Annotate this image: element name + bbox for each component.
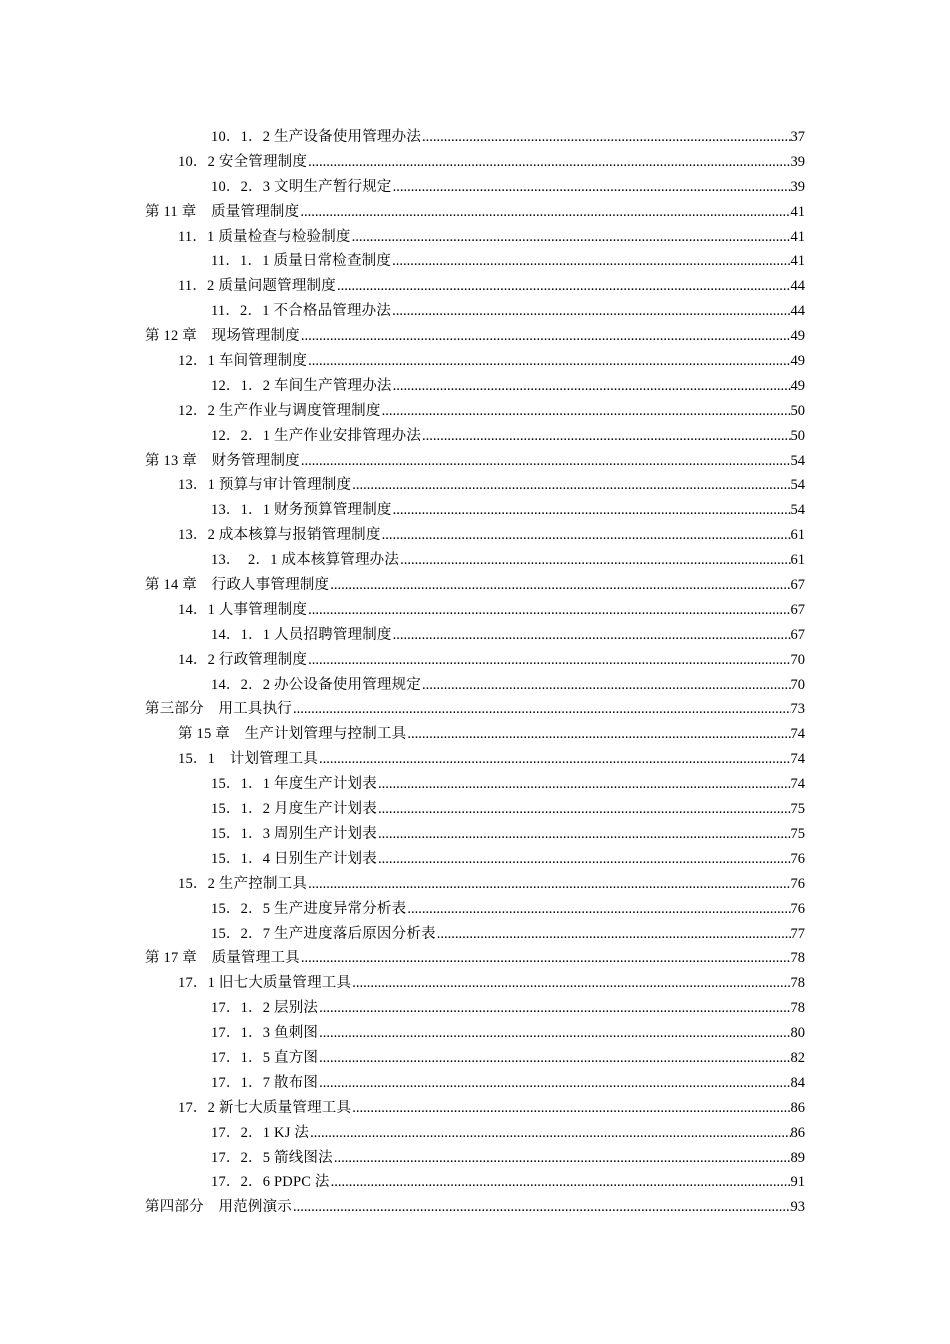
toc-entry-line[interactable]: [178, 523, 805, 548]
toc-entry-page: 78: [790, 975, 805, 992]
toc-leader-dots: [381, 399, 791, 424]
toc-entry-label: 11．1．1 质量日常检查制度: [211, 253, 392, 270]
toc-entry-line[interactable]: [145, 1195, 805, 1220]
toc-entry-page: 41: [790, 253, 805, 270]
toc-leader-dots: [351, 971, 790, 996]
toc-entry[interactable]: [0, 673, 950, 698]
toc-entry-label: 17．1．2 层别法: [211, 1000, 319, 1017]
toc-entry-line[interactable]: [211, 498, 805, 523]
toc-entry-label: 17．2．1 KJ 法: [211, 1124, 310, 1141]
toc-entry[interactable]: [0, 946, 950, 971]
toc-entry[interactable]: [0, 1071, 950, 1096]
toc-entry-line[interactable]: [145, 946, 805, 971]
toc-entry[interactable]: [0, 573, 950, 598]
toc-entry[interactable]: [0, 747, 950, 772]
toc-entry-label: 14．1 人事管理制度: [178, 601, 308, 618]
toc-entry-label: 15．1．4 日别生产计划表: [211, 850, 377, 867]
toc-entry[interactable]: [0, 125, 950, 150]
toc-entry-page: 61: [790, 527, 805, 544]
toc-leader-dots: [336, 274, 791, 299]
toc-entry-page: 93: [790, 1199, 805, 1216]
toc-entry-page: 67: [790, 601, 805, 618]
toc-entry[interactable]: [0, 996, 950, 1021]
toc-leader-dots: [351, 1096, 790, 1121]
toc-entry-line[interactable]: [211, 673, 805, 698]
toc-entry[interactable]: [0, 623, 950, 648]
toc-entry-label: 15．1．1 年度生产计划表: [211, 776, 377, 793]
toc-entry-label: 15．2．5 生产进度异常分析表: [211, 900, 407, 917]
toc-entry-label: 15．1．2 月度生产计划表: [211, 801, 377, 818]
toc-leader-dots: [318, 996, 790, 1021]
toc-leader-dots: [377, 797, 791, 822]
toc-leader-dots: [300, 324, 791, 349]
toc-entry[interactable]: [0, 249, 950, 274]
toc-entry-page: 77: [790, 925, 805, 942]
toc-leader-dots: [307, 349, 790, 374]
toc-entry-line[interactable]: [178, 648, 805, 673]
toc-entry[interactable]: [0, 822, 950, 847]
toc-entry-label: 17．1．5 直方图: [211, 1049, 319, 1066]
toc-entry-label: 11．2 质量问题管理制度: [178, 278, 336, 295]
toc-entry-line[interactable]: [211, 424, 805, 449]
toc-entry-label: 第三部分 用工具执行: [145, 701, 292, 718]
toc-entry[interactable]: [0, 772, 950, 797]
toc-entry-line[interactable]: [178, 399, 805, 424]
toc-entry-label: 第 11 章 质量管理制度: [145, 203, 300, 220]
toc-entry[interactable]: [0, 374, 950, 399]
toc-leader-dots: [436, 922, 791, 947]
toc-leader-dots: [421, 125, 790, 150]
toc-entry[interactable]: [0, 797, 950, 822]
toc-leader-dots: [309, 1121, 790, 1146]
toc-entry-label: 10．2 安全管理制度: [178, 153, 308, 170]
toc-entry-page: 39: [790, 153, 805, 170]
toc-entry-line[interactable]: [211, 1146, 805, 1171]
toc-entry-line[interactable]: [211, 772, 805, 797]
toc-entry-page: 37: [790, 129, 805, 145]
toc-leader-dots: [391, 249, 790, 274]
toc-leader-dots: [300, 449, 791, 474]
toc-entry-line[interactable]: [211, 623, 805, 648]
toc-leader-dots: [406, 897, 790, 922]
toc-entry-line[interactable]: [145, 200, 805, 225]
toc-leader-dots: [392, 175, 791, 200]
toc-entry[interactable]: [0, 1170, 950, 1195]
toc-leader-dots: [330, 1170, 791, 1195]
toc-entry-line[interactable]: [145, 697, 805, 722]
toc-entry[interactable]: [0, 897, 950, 922]
toc-entry[interactable]: [0, 299, 950, 324]
toc-entry-label: 12．2 生产作业与调度管理制度: [178, 402, 381, 419]
toc-entry-page: 75: [790, 825, 805, 842]
toc-entry-page: 75: [790, 801, 805, 818]
toc-entry-line[interactable]: [211, 1071, 805, 1096]
toc-entry-label: 第四部分 用范例演示: [145, 1199, 292, 1216]
toc-entry-line[interactable]: [178, 872, 805, 897]
toc-entry-label: 12．1 车间管理制度: [178, 353, 308, 370]
toc-leader-dots: [307, 150, 790, 175]
toc-leader-dots: [307, 648, 790, 673]
toc-entry[interactable]: [0, 1046, 950, 1071]
toc-entry-line[interactable]: [211, 374, 805, 399]
toc-entry-label: 17．2．5 箭线图法: [211, 1149, 333, 1166]
toc-entry-page: 91: [790, 1174, 805, 1191]
toc-entry-page: 78: [790, 950, 805, 967]
toc-entry-line[interactable]: [211, 1170, 805, 1195]
toc-entry-line[interactable]: [145, 573, 805, 598]
toc-leader-dots: [391, 299, 790, 324]
toc-entry[interactable]: [0, 324, 950, 349]
toc-entry-label: 第 15 章 生产计划管理与控制工具: [178, 726, 407, 743]
toc-leader-dots: [318, 1046, 790, 1071]
toc-leader-dots: [392, 623, 791, 648]
toc-entry-page: 73: [790, 701, 805, 718]
toc-leader-dots: [421, 424, 790, 449]
toc-entry-line[interactable]: [178, 274, 805, 299]
toc-entry[interactable]: [0, 523, 950, 548]
toc-entry-line[interactable]: [178, 747, 805, 772]
toc-leader-dots: [351, 225, 791, 250]
toc-leader-dots: [307, 872, 790, 897]
toc-entry[interactable]: [0, 722, 950, 747]
toc-leader-dots: [318, 747, 791, 772]
toc-entry-page: 86: [790, 1099, 805, 1116]
toc-leader-dots: [292, 1195, 791, 1220]
toc-entry[interactable]: [0, 548, 950, 573]
toc-entry[interactable]: [0, 872, 950, 897]
toc-entry-line[interactable]: [178, 1096, 805, 1121]
toc-entry-page: 80: [790, 1025, 805, 1042]
toc-entry-line[interactable]: [211, 548, 805, 573]
toc-entry-label: 第 13 章 财务管理制度: [145, 452, 300, 469]
toc-entry-label: 11．1 质量检查与检验制度: [178, 228, 351, 245]
toc-entry-page: 67: [790, 626, 805, 643]
toc-entry[interactable]: [0, 150, 950, 175]
toc-entry-line[interactable]: [178, 225, 805, 250]
toc-entry-page: 49: [790, 377, 805, 394]
toc-entry-page: 54: [790, 502, 805, 519]
toc-entry-label: 13． 2．1 成本核算管理办法: [211, 552, 400, 569]
toc-entry[interactable]: [0, 971, 950, 996]
toc-entry-line[interactable]: [211, 897, 805, 922]
toc-leader-dots: [381, 523, 791, 548]
toc-entry-label: 14．1．1 人员招聘管理制度: [211, 626, 392, 643]
toc-entry-label: 第 17 章 质量管理工具: [145, 950, 300, 967]
toc-entry[interactable]: [0, 175, 950, 200]
toc-entry-line[interactable]: [211, 1021, 805, 1046]
toc-entry-label: 13．1 预算与审计管理制度: [178, 477, 352, 494]
toc-leader-dots: [307, 598, 790, 623]
toc-leader-dots: [392, 374, 791, 399]
toc-entry-page: 70: [790, 651, 805, 668]
toc-entry-page: 84: [790, 1074, 805, 1091]
toc-entry[interactable]: [0, 922, 950, 947]
toc-entry-page: 89: [790, 1149, 805, 1166]
toc-entry-page: 44: [790, 303, 805, 320]
toc-entry[interactable]: [0, 424, 950, 449]
toc-entry-line[interactable]: [211, 797, 805, 822]
toc-entry-page: 49: [790, 328, 805, 345]
toc-entry-page: 50: [790, 402, 805, 419]
toc-entry[interactable]: [0, 200, 950, 225]
toc-entry-page: 50: [790, 427, 805, 444]
toc-entry-label: 10．2．3 文明生产暂行规定: [211, 178, 392, 195]
toc-leader-dots: [351, 473, 790, 498]
toc-entry-line[interactable]: [211, 249, 805, 274]
toc-entry-label: 15．1．3 周别生产计划表: [211, 825, 377, 842]
toc-entry-page: 70: [790, 676, 805, 693]
toc-entry[interactable]: [0, 1195, 950, 1220]
toc-entry[interactable]: [0, 1021, 950, 1046]
toc-leader-dots: [318, 1071, 790, 1096]
toc-entry-page: 86: [790, 1124, 805, 1141]
toc-entry-page: 76: [790, 850, 805, 867]
toc-entry-line[interactable]: [178, 598, 805, 623]
toc-entry-page: 54: [790, 477, 805, 494]
table-of-contents: [0, 125, 950, 1220]
toc-entry-page: 74: [790, 751, 805, 768]
toc-entry-line[interactable]: [211, 299, 805, 324]
toc-entry-page: 41: [790, 228, 805, 245]
toc-entry-page: 82: [790, 1049, 805, 1066]
toc-entry[interactable]: [0, 473, 950, 498]
toc-leader-dots: [421, 673, 790, 698]
toc-leader-dots: [377, 772, 791, 797]
toc-entry-label: 17．2．6 PDPC 法: [211, 1174, 330, 1191]
toc-entry-page: 67: [790, 577, 805, 594]
toc-entry-label: 15．2 生产控制工具: [178, 875, 308, 892]
toc-leader-dots: [406, 722, 790, 747]
toc-entry-page: 61: [790, 552, 805, 569]
toc-entry-label: 第 14 章 行政人事管理制度: [145, 577, 330, 594]
toc-entry-line[interactable]: [145, 324, 805, 349]
toc-entry[interactable]: [0, 399, 950, 424]
toc-entry-label: 15．1 计划管理工具: [178, 751, 318, 768]
toc-entry-label: 14．2 行政管理制度: [178, 651, 308, 668]
toc-entry-label: 12．2．1 生产作业安排管理办法: [211, 427, 422, 444]
toc-entry-page: 49: [790, 353, 805, 370]
toc-entry-line[interactable]: [211, 822, 805, 847]
toc-entry-line[interactable]: [211, 1121, 805, 1146]
toc-entry-page: 74: [790, 776, 805, 793]
toc-entry-label: 17．1．7 散布图: [211, 1074, 319, 1091]
toc-leader-dots: [333, 1146, 791, 1171]
toc-entry-page: 44: [790, 278, 805, 295]
toc-entry-label: 12．1．2 车间生产管理办法: [211, 377, 392, 394]
toc-leader-dots: [377, 822, 791, 847]
toc-entry-line[interactable]: [211, 996, 805, 1021]
toc-entry-line[interactable]: [211, 922, 805, 947]
toc-list: [0, 125, 950, 1220]
toc-entry-page: 74: [790, 726, 805, 743]
toc-entry[interactable]: [0, 449, 950, 474]
toc-entry-label: 13．2 成本核算与报销管理制度: [178, 527, 381, 544]
toc-entry-page: 78: [790, 1000, 805, 1017]
toc-entry-line[interactable]: [178, 971, 805, 996]
toc-entry-page: 39: [790, 178, 805, 195]
toc-entry-label: 14．2．2 办公设备使用管理规定: [211, 676, 422, 693]
toc-entry-label: 10．1．2 生产设备使用管理办法: [211, 129, 422, 145]
toc-leader-dots: [292, 697, 791, 722]
toc-entry-label: 17．1．3 鱼刺图: [211, 1025, 319, 1042]
toc-entry[interactable]: [0, 1096, 950, 1121]
toc-entry-line[interactable]: [178, 349, 805, 374]
toc-entry-label: 11．2．1 不合格品管理办法: [211, 303, 392, 320]
toc-entry[interactable]: [0, 697, 950, 722]
toc-leader-dots: [299, 200, 790, 225]
toc-entry[interactable]: [0, 598, 950, 623]
toc-entry[interactable]: [0, 1121, 950, 1146]
toc-entry[interactable]: [0, 648, 950, 673]
toc-leader-dots: [392, 498, 791, 523]
toc-entry-line[interactable]: [178, 150, 805, 175]
toc-entry-label: 13．1．1 财务预算管理制度: [211, 502, 392, 519]
toc-entry[interactable]: [0, 274, 950, 299]
toc-entry-line[interactable]: [211, 175, 805, 200]
toc-entry[interactable]: [0, 1146, 950, 1171]
toc-leader-dots: [377, 847, 791, 872]
toc-entry[interactable]: [0, 349, 950, 374]
toc-entry-line[interactable]: [211, 125, 805, 150]
toc-leader-dots: [318, 1021, 790, 1046]
toc-entry-line[interactable]: [211, 847, 805, 872]
toc-entry[interactable]: [0, 225, 950, 250]
toc-entry-label: 15．2．7 生产进度落后原因分析表: [211, 925, 436, 942]
toc-entry-label: 17．2 新七大质量管理工具: [178, 1099, 352, 1116]
toc-entry-page: 76: [790, 875, 805, 892]
toc-entry-line[interactable]: [211, 1046, 805, 1071]
toc-entry[interactable]: [0, 847, 950, 872]
toc-entry[interactable]: [0, 498, 950, 523]
toc-entry-line[interactable]: [178, 722, 805, 747]
toc-entry-line[interactable]: [178, 473, 805, 498]
toc-leader-dots: [329, 573, 790, 598]
toc-entry-page: 41: [790, 203, 805, 220]
toc-entry-label: 第 12 章 现场管理制度: [145, 328, 300, 345]
toc-entry-page: 76: [790, 900, 805, 917]
toc-leader-dots: [399, 548, 790, 573]
toc-entry-line[interactable]: [145, 449, 805, 474]
toc-entry-label: 17．1 旧七大质量管理工具: [178, 975, 352, 992]
toc-leader-dots: [300, 946, 791, 971]
toc-entry-page: 54: [790, 452, 805, 469]
